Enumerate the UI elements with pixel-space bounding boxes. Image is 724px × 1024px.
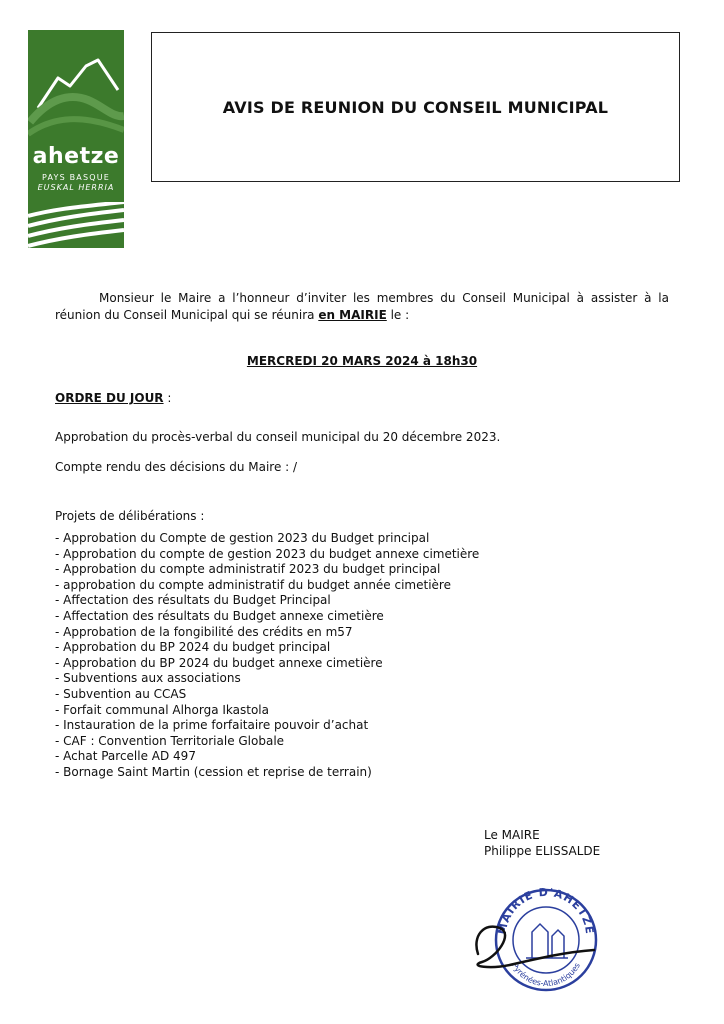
list-item: - Forfait communal Alhorga Ikastola [55,702,269,717]
stamp-top-text: MAIRIE D'AHETZE [495,885,597,936]
ahetze-logo [28,30,124,248]
signature-role: Le MAIRE [484,828,540,842]
list-item: - Affectation des résultats du Budget annexe cimetière [55,608,384,623]
list-item: - Achat Parcelle AD 497 [55,749,196,764]
agenda-heading-suffix: : [163,391,172,405]
agenda-list [55,531,479,781]
meeting-date: MERCREDI 20 MARS 2024 à 18h30 [246,354,478,368]
list-item: - Instauration de la prime forfaitaire pouvoir d’achat [55,718,369,733]
wave-stripes-icon [28,202,124,248]
list-item: - Approbation du compte de gestion 2023 du budget annexe cimetière [55,546,480,561]
agenda-heading [55,391,171,405]
list-item: - Approbation de la fongibilité des crédits en m57 [55,624,353,639]
logo-name: ahetze [32,144,120,169]
svg-text:MAIRIE D'AHETZE [496,886,596,936]
projects-heading: Projets de délibérations : [55,509,205,523]
list-item: - Affectation des résultats du Budget Principal [55,593,331,608]
report-line: Compte rendu des décisions du Maire : / [55,460,298,474]
stamp-bottom-text: Pyrénées-Atlantiques [510,961,582,989]
mairie-stamp [470,866,620,996]
title-box [151,32,680,182]
list-item: - Bornage Saint Martin (cession et reprise de terrain) [55,764,372,779]
list-item: - Approbation du Compte de gestion 2023 du Budget principal [55,531,430,545]
approval-line: Approbation du procès-verbal du conseil municipal du 20 décembre 2023. [55,430,501,444]
list-item: - Subvention au CCAS [55,686,187,701]
document-title: AVIS DE REUNION DU CONSEIL MUNICIPAL [222,97,609,117]
list-item: - approbation du compte administratif du budget année cimetière [55,577,451,592]
logo-subtitle: PAYS BASQUE [41,173,111,182]
intro-paragraph [55,290,669,324]
signature-scribble [476,927,594,967]
intro-location: en MAIRIE [318,308,387,322]
mountain-icon [28,30,124,150]
intro-text: Monsieur le Maire a l’honneur d’inviter les membres du Conseil Municipal à assister à la réunion du Conseil Municipal qui se réunira [55,291,669,322]
logo-subtitle-basque: EUSKAL HERRIA [37,183,115,192]
list-item: - Subventions aux associations [55,671,241,686]
list-item: - Approbation du compte administratif 2023 du budget principal [55,562,441,577]
signature-name: Philippe ELISSALDE [484,844,601,858]
list-item: - Approbation du BP 2024 du budget annexe cimetière [55,655,383,670]
list-item: - Approbation du BP 2024 du budget principal [55,640,331,655]
agenda-heading-label: ORDRE DU JOUR [55,391,164,405]
signature-block [484,827,600,859]
intro-text-end: le : [386,308,410,322]
list-item: - CAF : Convention Territoriale Globale [55,733,285,748]
